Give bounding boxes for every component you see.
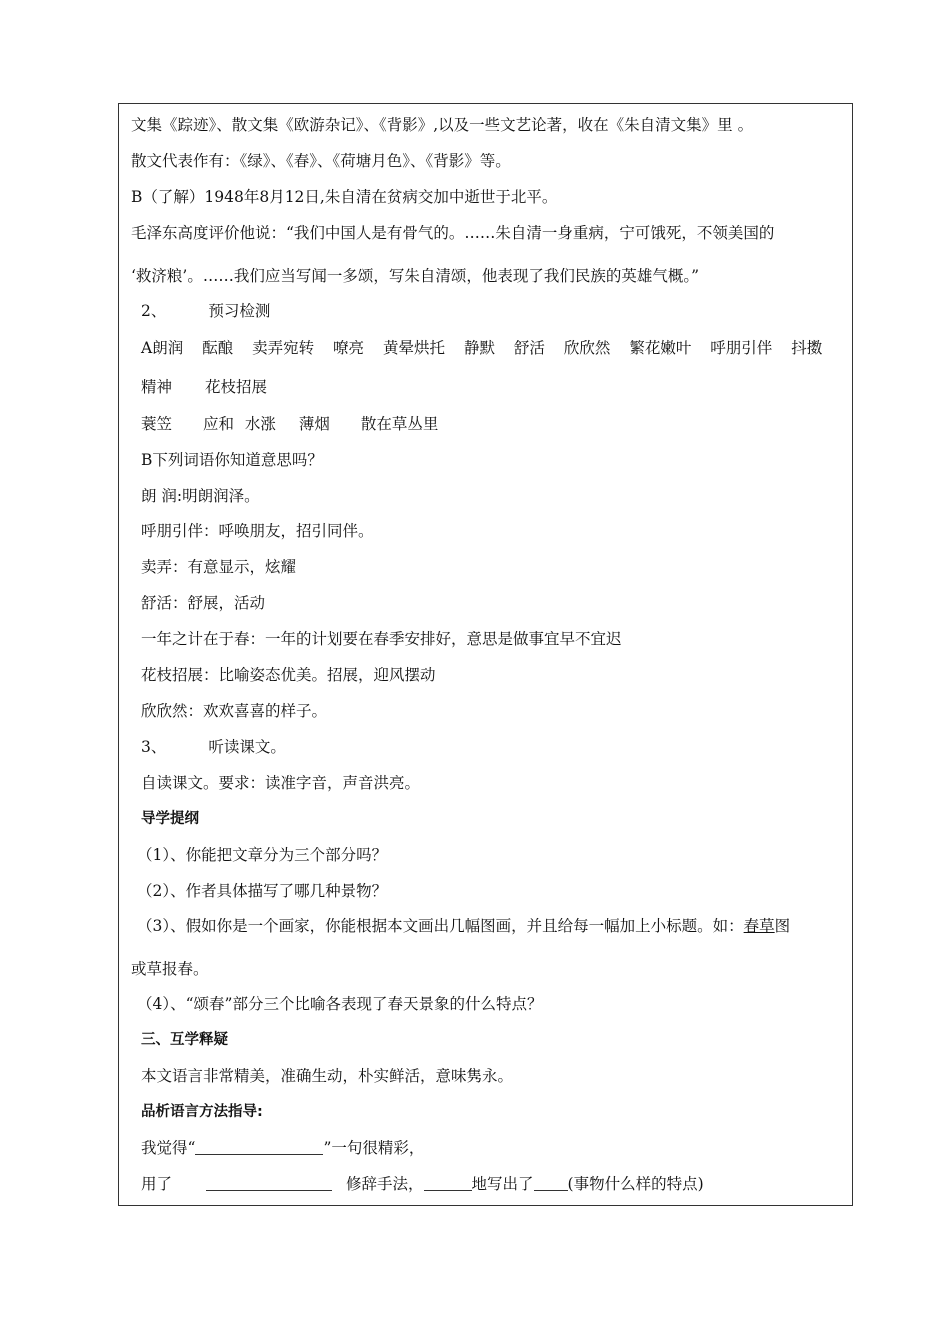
vocab-word: 繁花嫩叶 bbox=[629, 339, 692, 357]
blank-object[interactable] bbox=[534, 1174, 568, 1191]
intro-line-1: 文集《踪迹》、散文集《欧游杂记》、《背影》,以及一些文艺论著，收在《朱自清文集》里 。 bbox=[131, 116, 754, 134]
vocab-word: A朗润 bbox=[141, 339, 184, 357]
outline-question-3 bbox=[137, 915, 846, 937]
outline-question-3-text: （3）、假如你是一个画家，你能根据本文画出几幅图画，并且给每一幅加上小标题。如： bbox=[137, 917, 744, 935]
blank-rhetoric[interactable] bbox=[206, 1174, 332, 1191]
definition-line: 呼朋引伴：呼唤朋友，招引同伴。 bbox=[141, 522, 374, 540]
blank-sentence[interactable] bbox=[195, 1138, 323, 1155]
vocab-word: 蓑笠 bbox=[141, 415, 173, 433]
outline-question-4: （4）、“颂春”部分三个比喻各表现了春天景象的什么特点？ bbox=[137, 995, 543, 1013]
outline-question-1: （1）、你能把文章分为三个部分吗？ bbox=[137, 846, 388, 864]
vocab-word: 静默 bbox=[463, 339, 495, 357]
preview-title: 预习检测 bbox=[208, 302, 271, 320]
fill-line-1-end: ”一句很精彩， bbox=[323, 1139, 425, 1157]
vocab-word: 散在草丛里 bbox=[360, 415, 439, 433]
fill-line-2-rhetoric: 修辞手法， bbox=[346, 1175, 424, 1193]
vocab-row-1 bbox=[141, 337, 846, 359]
vocab-word: 黄晕烘托 bbox=[383, 339, 446, 357]
definition-line: 朗 润:明朗润泽。 bbox=[141, 487, 260, 505]
listen-number: 3、 bbox=[141, 738, 167, 756]
definition-line: 一年之计在于春：一年的计划要在春季安排好，意思是做事宜早不宜迟 bbox=[141, 630, 622, 648]
outline-question-3-end: 图 bbox=[774, 917, 791, 935]
fill-line-2 bbox=[141, 1173, 846, 1195]
fill-line-2-wrote: 地写出了 bbox=[471, 1175, 534, 1193]
vocab-row-2 bbox=[141, 376, 846, 398]
outline-heading: 导学提纲 bbox=[141, 811, 199, 827]
vocab-word: 应和 bbox=[202, 415, 234, 433]
worksheet-frame bbox=[118, 103, 853, 1206]
fill-line-2-start: 用了 bbox=[141, 1175, 173, 1193]
vocab-word: 花枝招展 bbox=[204, 378, 267, 396]
method-heading: 品析语言方法指导: bbox=[141, 1104, 263, 1120]
vocab-word: 酝酿 bbox=[202, 339, 234, 357]
vocab-question: B下列词语你知道意思吗？ bbox=[141, 451, 323, 469]
vocab-word: 舒活 bbox=[513, 339, 545, 357]
outline-question-3-cont: 或草报春。 bbox=[131, 960, 209, 978]
intro-line-4: 毛泽东高度评价他说：“我们中国人是有骨气的。……朱自清一身重病，宁可饿死，不领美国的 bbox=[131, 224, 775, 242]
vocab-word: 欣欣然 bbox=[563, 339, 611, 357]
fill-line-2-end: (事物什么样的特点) bbox=[567, 1175, 704, 1193]
listen-requirement: 自读课文。要求：读准字音，声音洪亮。 bbox=[141, 774, 421, 792]
section-3-text: 本文语言非常精美，准确生动，朴实鲜活，意味隽永。 bbox=[141, 1067, 514, 1085]
fill-line-1-start: 我觉得“ bbox=[141, 1139, 196, 1157]
vocab-word: 呼朋引伴 bbox=[710, 339, 773, 357]
vocab-word: 水涨 bbox=[244, 415, 276, 433]
intro-line-2: 散文代表作有：《绿》、《春》、《荷塘月色》、《背影》等。 bbox=[131, 152, 511, 170]
vocab-word: 卖弄宛转 bbox=[252, 339, 315, 357]
listen-title: 听读课文。 bbox=[208, 738, 286, 756]
vocab-word: 嘹亮 bbox=[333, 339, 365, 357]
example-title-underlined: 春草 bbox=[743, 917, 775, 935]
vocab-row-3 bbox=[141, 413, 846, 435]
vocab-word: 精神 bbox=[141, 378, 173, 396]
intro-line-3: B（了解）1948年8月12日,朱自清在贫病交加中逝世于北平。 bbox=[131, 188, 558, 206]
preview-heading bbox=[141, 300, 846, 322]
outline-question-2: （2）、作者具体描写了哪几种景物？ bbox=[137, 882, 388, 900]
definition-line: 舒活：舒展，活动 bbox=[141, 594, 266, 612]
listen-heading bbox=[141, 736, 846, 758]
definition-line: 花枝招展：比喻姿态优美。招展，迎风摆动 bbox=[141, 666, 436, 684]
blank-manner[interactable] bbox=[424, 1174, 472, 1191]
definition-line: 欣欣然：欢欢喜喜的样子。 bbox=[141, 702, 328, 720]
section-3-heading: 三、互学释疑 bbox=[141, 1032, 228, 1048]
vocab-word: 薄烟 bbox=[298, 415, 330, 433]
vocab-word: 抖擞 bbox=[791, 339, 823, 357]
fill-line-1 bbox=[141, 1137, 846, 1159]
intro-line-5: ‘救济粮’。……我们应当写闻一多颂，写朱自清颂，他表现了我们民族的英雄气概。” bbox=[131, 267, 700, 285]
preview-number: 2、 bbox=[141, 302, 167, 320]
definition-line: 卖弄：有意显示，炫耀 bbox=[141, 558, 297, 576]
